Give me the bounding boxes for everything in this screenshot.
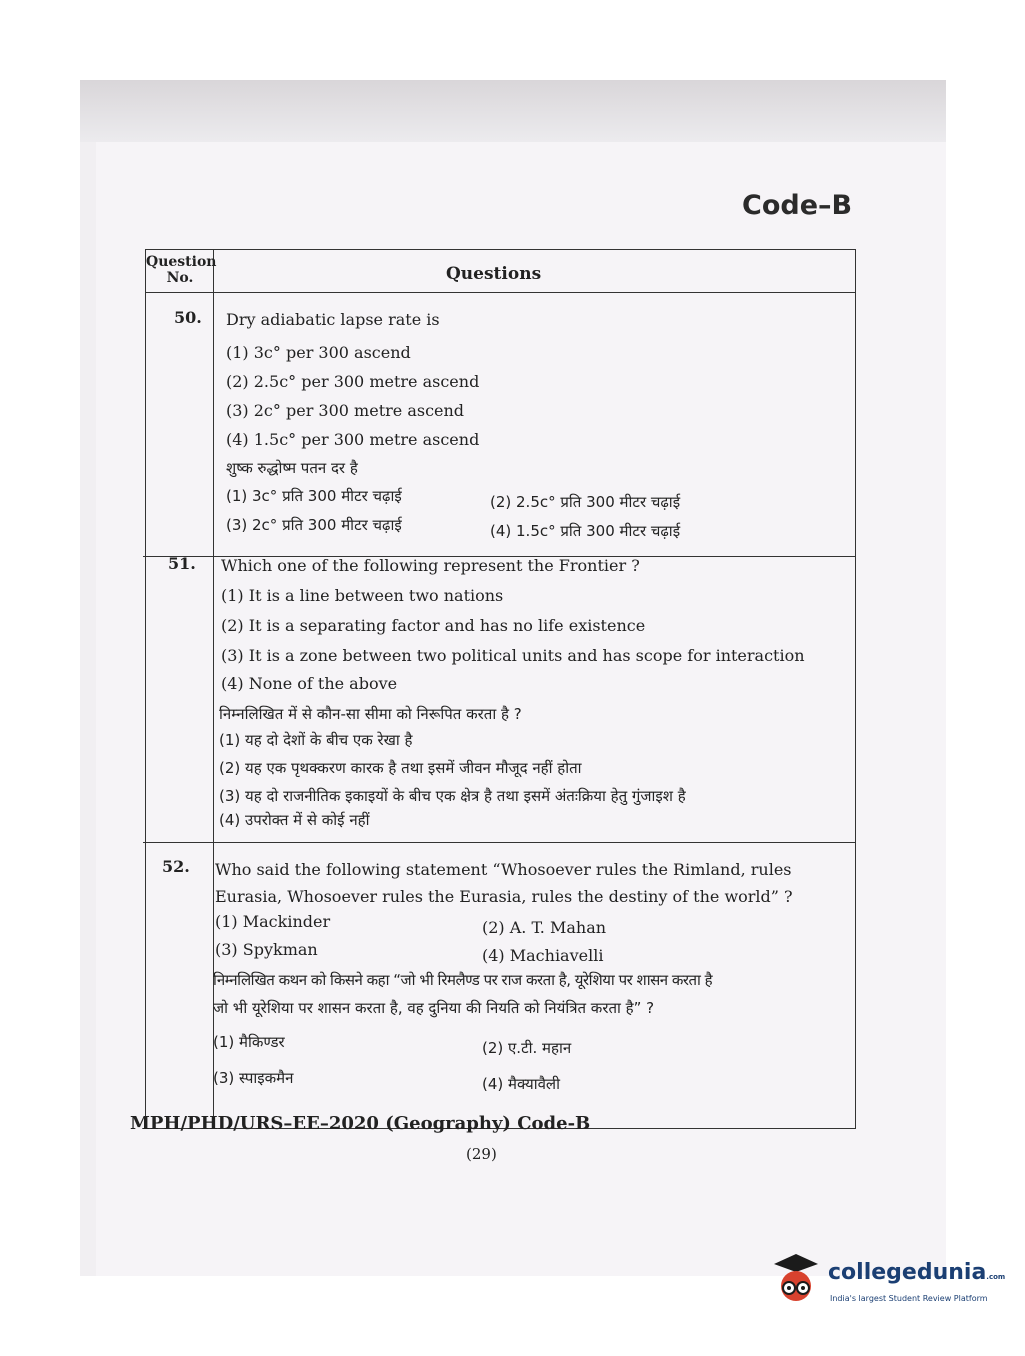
option: (3) It is a zone between two political units and has scope for interaction	[221, 646, 805, 665]
brand-name: collegedunia.com	[828, 1260, 1006, 1285]
option-hindi: (4) 1.5c° प्रति 300 मीटर चढ़ाई	[490, 522, 681, 540]
question-text: Which one of the following represent the Frontier ?	[221, 556, 640, 575]
option: (1) It is a line between two nations	[221, 586, 504, 605]
option-hindi: (2) ए.टी. महान	[482, 1039, 572, 1057]
header-divider	[146, 292, 855, 293]
option-hindi: (1) मैकिण्डर	[213, 1033, 285, 1051]
mascot-icon	[768, 1250, 824, 1320]
brand-domain: .com	[986, 1273, 1006, 1281]
option: (3) 2c° per 300 metre ascend	[226, 401, 465, 420]
option: (2) A. T. Mahan	[482, 918, 607, 937]
option-hindi: (1) यह दो देशों के बीच एक रेखा है	[219, 731, 413, 749]
option: (1) Mackinder	[215, 912, 331, 931]
question-number: 52.	[162, 857, 190, 876]
option-hindi: (1) 3c° प्रति 300 मीटर चढ़ाई	[226, 487, 402, 505]
option: (4) Machiavelli	[482, 946, 604, 965]
collegedunia-watermark	[768, 1250, 1006, 1320]
option-hindi: (3) यह दो राजनीतिक इकाइयों के बीच एक क्षेत्र है तथा इसमें अंतःक्रिया हेतु गुंजाइश है	[219, 787, 686, 805]
option-hindi: (3) स्पाइकमैन	[213, 1069, 294, 1087]
column-header-no: Question No.	[146, 254, 217, 286]
option: (1) 3c° per 300 ascend	[226, 343, 411, 362]
option: (3) Spykman	[215, 940, 318, 959]
option-hindi: (3) 2c° प्रति 300 मीटर चढ़ाई	[226, 516, 402, 534]
question-text-hindi: शुष्क रुद्धोष्म पतन दर है	[226, 459, 358, 477]
column-header-questions: Questions	[446, 264, 542, 284]
option-hindi: (4) मैक्यावैली	[482, 1075, 560, 1093]
option-hindi: (4) उपरोक्त में से कोई नहीं	[219, 811, 370, 829]
question-text-hindi: निम्नलिखित में से कौन-सा सीमा को निरूपित करता है ?	[219, 705, 522, 723]
question-text: Dry adiabatic lapse rate is	[226, 310, 440, 329]
row-divider	[143, 842, 855, 843]
exam-footer: MPH/PHD/URS–EE–2020 (Geography) Code-B	[130, 1113, 591, 1134]
question-text: Who said the following statement “Whosoever rules the Rimland, rules	[215, 860, 792, 879]
question-number: 51.	[168, 554, 196, 573]
question-text: Eurasia, Whosoever rules the Eurasia, rules the destiny of the world” ?	[215, 887, 793, 906]
question-number: 50.	[174, 308, 202, 327]
question-table	[145, 249, 856, 1129]
page-number: (29)	[466, 1145, 497, 1163]
option: (2) 2.5c° per 300 metre ascend	[226, 372, 480, 391]
question-text-hindi: निम्नलिखित कथन को किसने कहा “जो भी रिमलैण्ड पर राज करता है, यूरेशिया पर शासन करता है	[213, 971, 713, 989]
question-text-hindi: जो भी यूरेशिया पर शासन करता है, वह दुनिया की नियति को नियंत्रित करता है” ?	[213, 999, 655, 1017]
brand-tagline: India's largest Student Review Platform	[830, 1294, 988, 1303]
scan-top-band	[80, 80, 946, 142]
option-hindi: (2) 2.5c° प्रति 300 मीटर चढ़ाई	[490, 493, 681, 511]
code-label: Code–B	[742, 190, 853, 221]
option: (2) It is a separating factor and has no life existence	[221, 616, 646, 635]
option-hindi: (2) यह एक पृथक्करण कारक है तथा इसमें जीवन मौजूद नहीं होता	[219, 759, 582, 777]
column-divider	[213, 250, 214, 1128]
option: (4) 1.5c° per 300 metre ascend	[226, 430, 480, 449]
option: (4) None of the above	[221, 674, 398, 693]
